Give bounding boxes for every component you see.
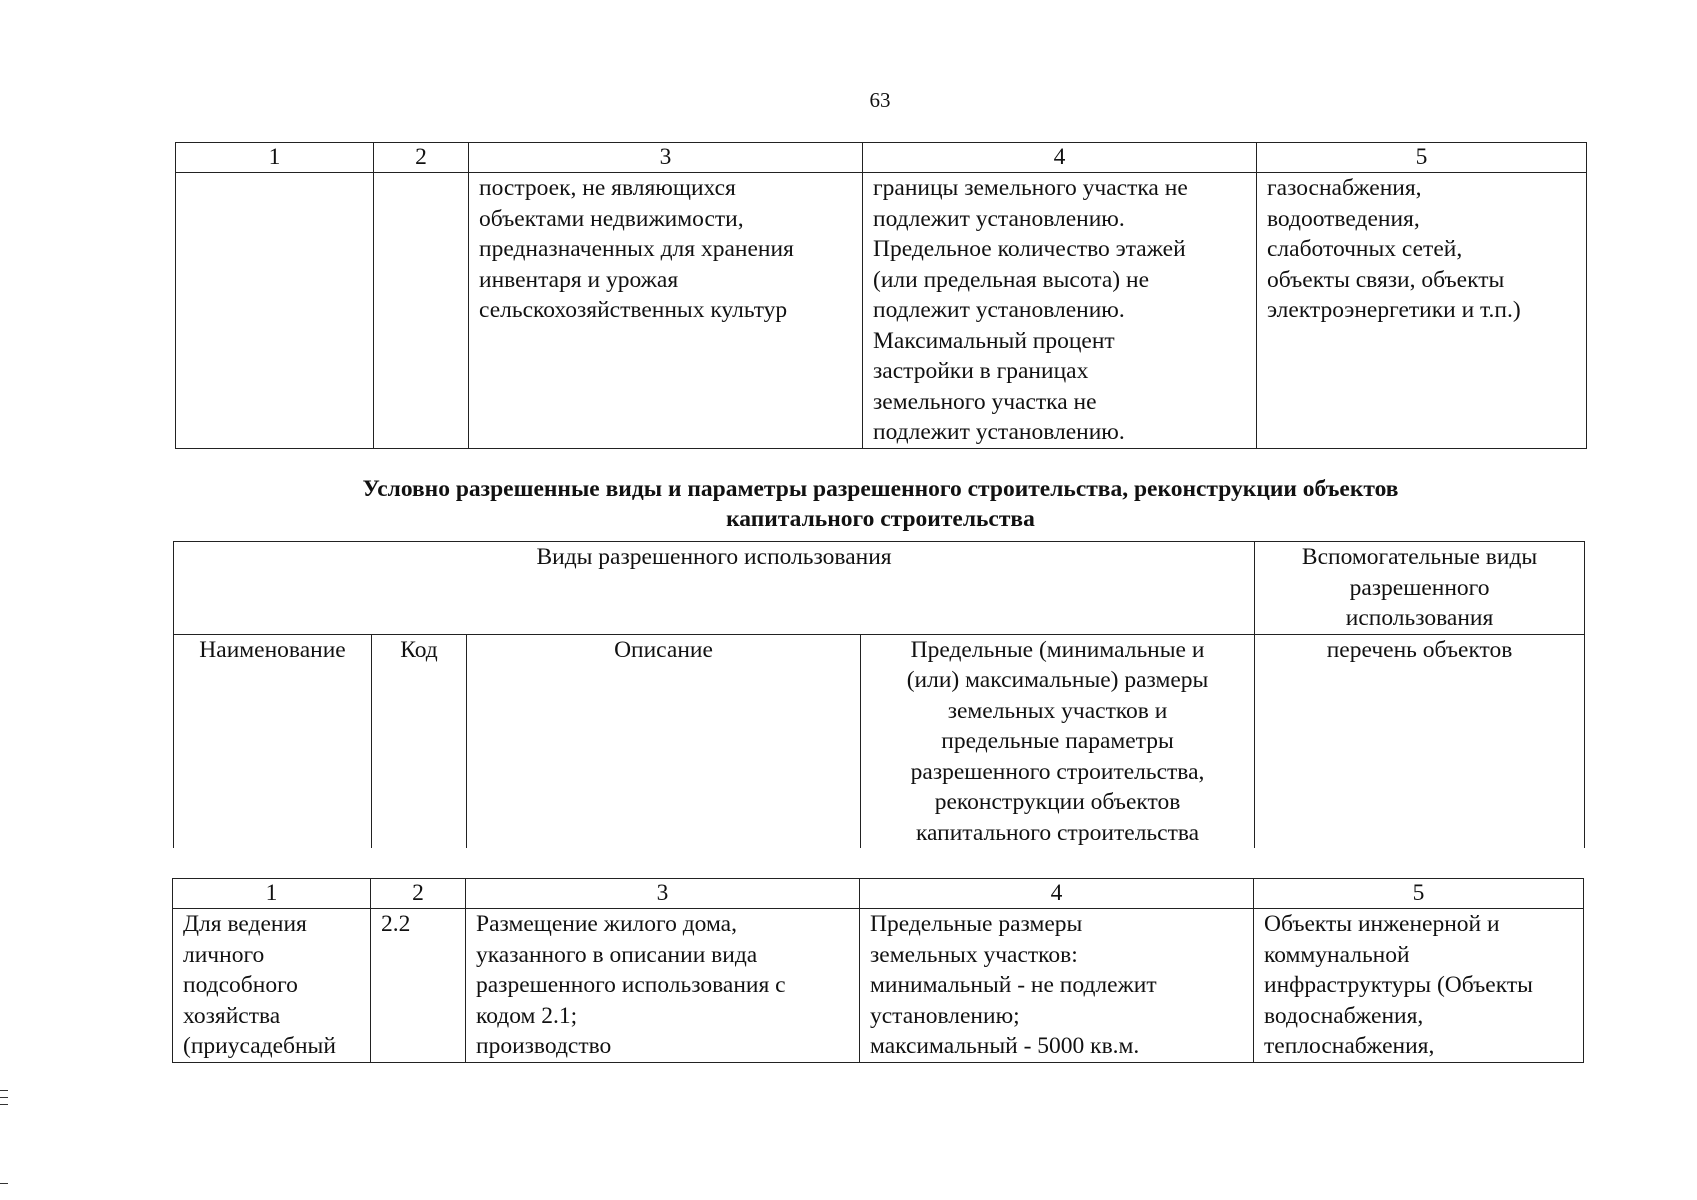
table-continued [175,142,1587,449]
cell-code [374,173,469,449]
permitted-uses-header: Виды разрешенного использования [174,542,1255,635]
scan-margin-mark [0,1090,8,1091]
cell-aux-objects: газоснабжения, водоотведения, слаботочных сетей, объекты связи, объекты электроэнергетики и т.п.) [1257,173,1587,449]
table-group-header-row [174,542,1585,635]
cell-limits: границы земельного участка не подлежит установлению. Предельное количество этажей (или предельная высота) не подлежит установлению. Максимальный процент застройки в границах земельного участка не подлежит установлению. [863,173,1257,449]
cell-limits: Предельные размеры земельных участков: минимальный - не подлежит установлению; максимальный - 5000 кв.м. [860,909,1254,1063]
cell-name [176,173,374,449]
table-header-block [173,541,1585,848]
cell-description: Размещение жилого дома, указанного в описании вида разрешенного использования с кодом 2.1; производство [466,909,860,1063]
header-description: Описание [467,634,861,848]
column-number: 4 [860,879,1254,909]
cell-code: 2.2 [371,909,466,1063]
column-number: 3 [466,879,860,909]
aux-uses-header: Вспомогательные виды разрешенного использования [1255,542,1585,635]
table-conditional-uses [172,878,1584,1063]
scan-margin-mark [0,1097,8,1098]
table-header-row [173,879,1584,909]
table-header-row [176,143,1587,173]
column-number: 3 [469,143,863,173]
table-row [176,173,1587,449]
cell-description: построек, не являющихся объектами недвижимости, предназначенных для хранения инвентаря и урожая сельскохозяйственных культур [469,173,863,449]
section-heading: Условно разрешенные виды и параметры разрешенного строительства, реконструкции объектов капитального строительства [362,476,1399,532]
page-number: 63 [869,88,891,112]
column-number: 1 [173,879,371,909]
column-number: 4 [863,143,1257,173]
header-code: Код [372,634,467,848]
header-name: Наименование [174,634,372,848]
header-aux-list: перечень объектов [1255,634,1585,848]
column-number: 2 [371,879,466,909]
column-number: 5 [1254,879,1584,909]
column-number: 2 [374,143,469,173]
table-subheader-row [174,634,1585,848]
table-row [173,909,1584,1063]
scan-margin-mark [0,1104,8,1105]
column-number: 5 [1257,143,1587,173]
scan-margin-mark [0,1183,8,1184]
column-number: 1 [176,143,374,173]
cell-name: Для ведения личного подсобного хозяйства (приусадебный [173,909,371,1063]
header-limits: Предельные (минимальные и (или) максимальные) размеры земельных участков и предельные параметры разрешенного строительства, реконструкции объектов капитального строительства [861,634,1255,848]
cell-aux-objects: Объекты инженерной и коммунальной инфраструктуры (Объекты водоснабжения, теплоснабжения, [1254,909,1584,1063]
